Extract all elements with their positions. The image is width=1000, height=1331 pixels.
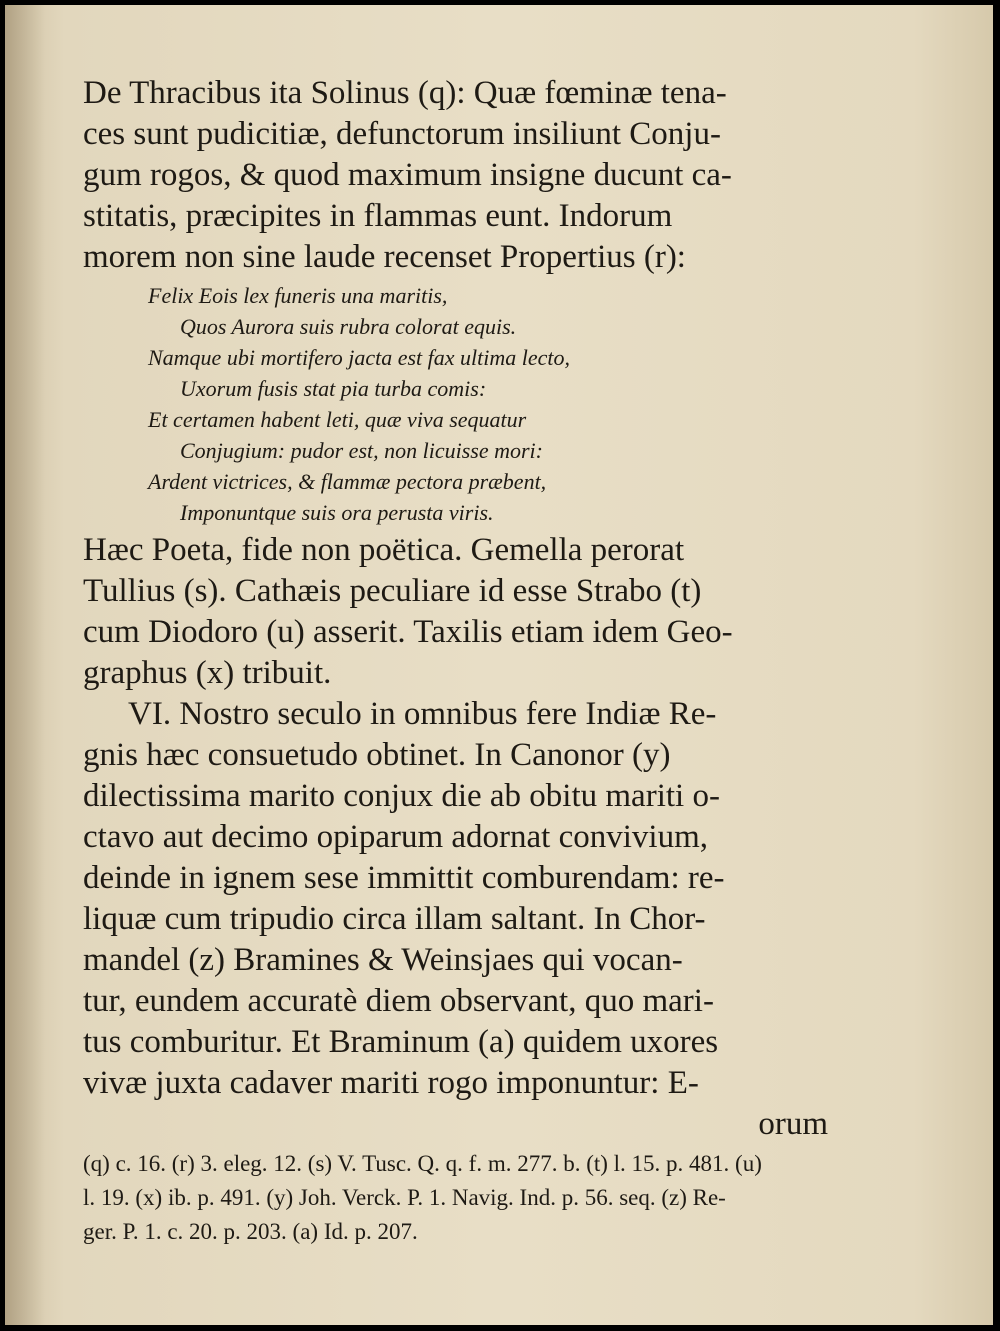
text-line: gnis hæc consuetudo obtinet. In Canonor (y) — [83, 737, 671, 773]
verse-line: Et certamen habent leti, quæ viva sequatur — [148, 407, 527, 432]
text-line: deinde in ignem sese immittit comburendam: re- — [83, 860, 725, 896]
verse-line: Felix Eois lex funeris una maritis, — [148, 283, 448, 308]
verse-line: Ardent victrices, & flammæ pectora præbent, — [148, 469, 547, 494]
verse-quotation — [83, 280, 828, 528]
page-text — [83, 73, 828, 1249]
verse-line: Conjugium: pudor est, non licuisse mori: — [180, 438, 543, 463]
section-vi — [83, 694, 828, 1145]
text-line: VI. Nostro seculo in omnibus fere Indiæ Re- — [128, 696, 717, 732]
paragraph-poeta — [83, 530, 828, 694]
text-line: graphus (x) tribuit. — [83, 655, 332, 691]
text-line: ctavo aut decimo opiparum adornat convivium, — [83, 819, 708, 855]
text-line: dilectissima marito conjux die ab obitu mariti o- — [83, 778, 720, 814]
verse-line: Quos Aurora suis rubra colorat equis. — [180, 314, 517, 339]
verse-line: Namque ubi mortifero jacta est fax ultima lecto, — [148, 345, 571, 370]
verse-line: Imponuntque suis ora perusta viris. — [180, 500, 494, 525]
text-line: vivæ juxta cadaver mariti rogo imponuntur: E- — [83, 1065, 699, 1101]
paragraph-thracians — [83, 73, 828, 278]
text-line: liquæ cum tripudio circa illam saltant. In Chor- — [83, 901, 706, 937]
text-line: Hæc Poeta, fide non poëtica. Gemella perorat — [83, 532, 685, 568]
text-line: tus comburitur. Et Braminum (a) quidem uxores — [83, 1024, 719, 1060]
text-line: ces sunt pudicitiæ, defunctorum insiliunt Conju- — [83, 116, 721, 152]
footnotes — [83, 1147, 828, 1249]
text-line: Tullius (s). Cathæis peculiare id esse Strabo (t) — [83, 573, 702, 609]
text-line: morem non sine laude recenset Propertius (r): — [83, 239, 686, 275]
catchword: orum — [758, 1106, 828, 1142]
text-line: gum rogos, & quod maximum insigne ducunt ca- — [83, 157, 732, 193]
text-line: De Thracibus ita Solinus (q): Quæ fœminæ tena- — [83, 75, 727, 111]
text-line: tur, eundem accuratè diem observant, quo mari- — [83, 983, 714, 1019]
footnote-line: ger. P. 1. c. 20. p. 203. (a) Id. p. 207. — [83, 1219, 418, 1244]
footnote-line: l. 19. (x) ib. p. 491. (y) Joh. Verck. P. 1. Navig. Ind. p. 56. seq. (z) Re- — [83, 1185, 726, 1210]
footnote-line: (q) c. 16. (r) 3. eleg. 12. (s) V. Tusc. Q. q. f. m. 277. b. (t) l. 15. p. 481. (u) — [83, 1151, 762, 1176]
verse-line: Uxorum fusis stat pia turba comis: — [180, 376, 487, 401]
book-page — [5, 5, 993, 1325]
text-line: mandel (z) Bramines & Weinsjaes qui vocan- — [83, 942, 683, 978]
text-line: stitatis, præcipites in flammas eunt. Indorum — [83, 198, 673, 234]
text-line: cum Diodoro (u) asserit. Taxilis etiam idem Geo- — [83, 614, 733, 650]
